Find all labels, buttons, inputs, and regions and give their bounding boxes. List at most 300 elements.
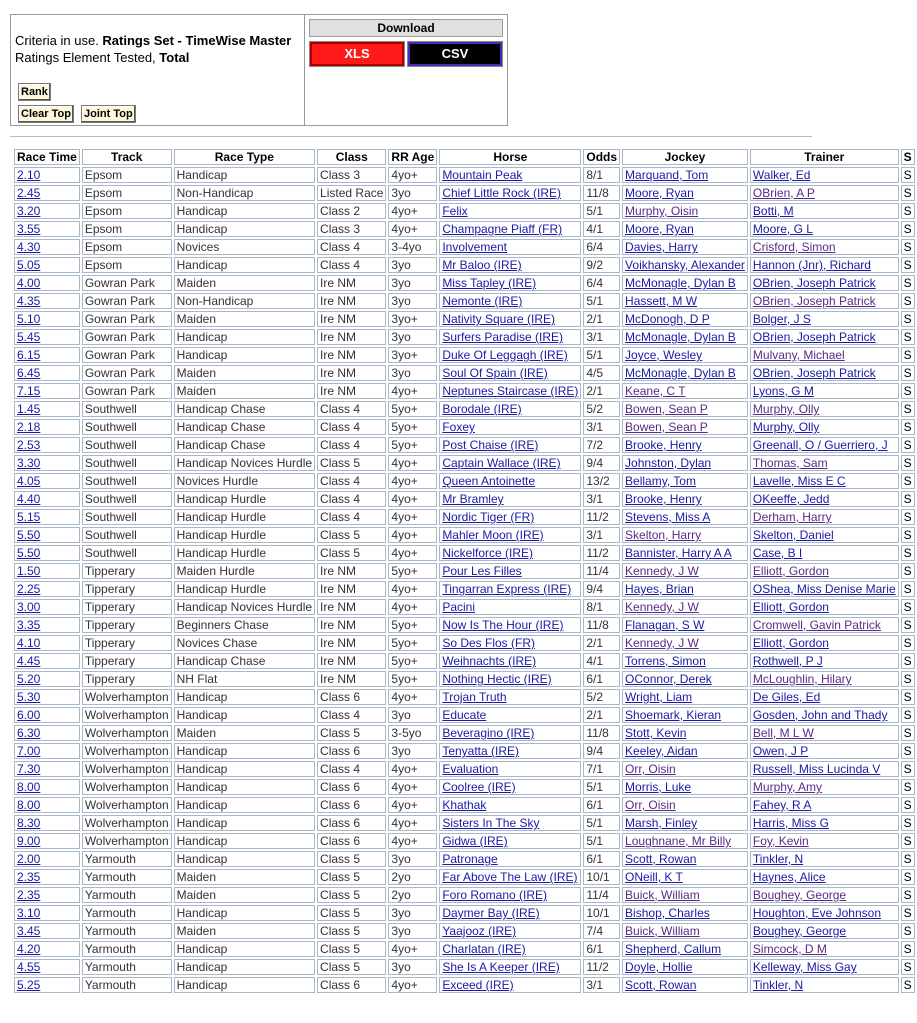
race-time-link[interactable]: 1.45 <box>17 402 41 416</box>
element-prefix: Ratings Element Tested, <box>15 50 160 65</box>
race-time-link[interactable]: 3.20 <box>17 204 41 218</box>
jockey-cell <box>622 941 748 957</box>
horse-link[interactable]: Mahler Moon (IRE) <box>442 528 544 542</box>
trainer-link[interactable]: Walker, Ed <box>752 168 811 182</box>
download-csv-button[interactable]: CSV <box>407 41 503 67</box>
jockey-link[interactable]: Orr, Oisin <box>625 762 676 776</box>
trainer-link[interactable]: Elliott, Gordon <box>752 600 829 614</box>
jockey-link[interactable]: Scott, Rowan <box>625 852 697 866</box>
horse-link[interactable]: Foxey <box>442 420 475 434</box>
jockey-link[interactable]: Shepherd, Callum <box>625 942 722 956</box>
jockey-link[interactable]: OConnor, Derek <box>625 672 712 686</box>
trainer-link[interactable]: Owen, J P <box>752 744 809 758</box>
jockey-link[interactable]: Moore, Ryan <box>625 186 694 200</box>
header-track[interactable]: Track <box>82 149 172 165</box>
race-time-link[interactable]: 3.45 <box>17 924 41 938</box>
jockey-link[interactable]: Skelton, Harry <box>625 528 702 542</box>
trainer-link[interactable]: Moore, G L <box>752 222 813 236</box>
jockey-link[interactable]: Loughnane, Mr Billy <box>625 834 732 848</box>
race-time-link[interactable]: 4.30 <box>17 240 41 254</box>
race-time-link[interactable]: 7.15 <box>17 384 41 398</box>
odds-cell: 6/1 <box>583 797 620 813</box>
horse-link[interactable]: Nativity Square (IRE) <box>442 312 556 326</box>
horse-link[interactable]: Mountain Peak <box>442 168 523 182</box>
trainer-link[interactable]: Murphy, Olly <box>752 402 820 416</box>
race-time-link[interactable]: 2.45 <box>17 186 41 200</box>
jockey-link[interactable]: Bellamy, Tom <box>625 474 696 488</box>
jockey-link[interactable]: Brooke, Henry <box>625 438 702 452</box>
extra-cell: S <box>901 797 915 813</box>
trainer-cell <box>750 851 899 867</box>
horse-link[interactable]: Champagne Piaff (FR) <box>442 222 563 236</box>
track-cell: Yarmouth <box>82 869 172 885</box>
jockey-link[interactable]: Kennedy, J W <box>625 600 699 614</box>
trainer-cell <box>750 707 899 723</box>
race-time-link[interactable]: 3.55 <box>17 222 41 236</box>
horse-link[interactable]: Charlatan (IRE) <box>442 942 526 956</box>
jockey-cell <box>622 833 748 849</box>
race-time-link[interactable]: 2.35 <box>17 870 41 884</box>
trainer-link[interactable]: Mulvany, Michael <box>752 348 845 362</box>
joint-top-button[interactable]: Joint Top <box>81 105 136 123</box>
race-time-link[interactable]: 6.15 <box>17 348 41 362</box>
horse-link[interactable]: Nordic Tiger (FR) <box>442 510 535 524</box>
trainer-link[interactable]: OBrien, Joseph Patrick <box>752 276 876 290</box>
extra-cell: S <box>901 833 915 849</box>
table-row <box>14 239 915 255</box>
race-time-link[interactable]: 5.30 <box>17 690 41 704</box>
horse-link[interactable]: Foro Romano (IRE) <box>442 888 548 902</box>
jockey-link[interactable]: Scott, Rowan <box>625 978 697 992</box>
horse-cell <box>439 743 581 759</box>
jockey-link[interactable]: Voikhansky, Alexander <box>625 258 745 272</box>
jockey-link[interactable]: Brooke, Henry <box>625 492 702 506</box>
trainer-link[interactable]: OBrien, Joseph Patrick <box>752 330 876 344</box>
table-row <box>14 185 915 201</box>
extra-cell: S <box>901 365 915 381</box>
race-time-link[interactable]: 4.00 <box>17 276 41 290</box>
jockey-link[interactable]: Orr, Oisin <box>625 798 676 812</box>
race-time-cell <box>14 923 80 939</box>
jockey-cell <box>622 599 748 615</box>
horse-link[interactable]: Now Is The Hour (IRE) <box>442 618 564 632</box>
jockey-cell <box>622 869 748 885</box>
horse-link[interactable]: Mr Baloo (IRE) <box>442 258 522 272</box>
header-class[interactable]: Class <box>317 149 386 165</box>
race-time-link[interactable]: 5.50 <box>17 528 41 542</box>
jockey-link[interactable]: Flanagan, S W <box>625 618 705 632</box>
trainer-link[interactable]: Case, B I <box>752 546 803 560</box>
table-row <box>14 365 915 381</box>
download-xls-button[interactable]: XLS <box>309 41 405 67</box>
trainer-link[interactable]: Thomas, Sam <box>752 456 828 470</box>
trainer-link[interactable]: Lavelle, Miss E C <box>752 474 846 488</box>
jockey-cell <box>622 815 748 831</box>
race-time-link[interactable]: 2.10 <box>17 168 41 182</box>
race-time-link[interactable]: 5.15 <box>17 510 41 524</box>
race-time-cell <box>14 599 80 615</box>
trainer-cell <box>750 617 899 633</box>
jockey-link[interactable]: Buick, William <box>625 924 700 938</box>
race-type-cell: Handicap <box>174 203 315 219</box>
race-time-link[interactable]: 2.18 <box>17 420 41 434</box>
trainer-link[interactable]: Greenall, O / Guerriero, J <box>752 438 888 452</box>
horse-link[interactable]: She Is A Keeper (IRE) <box>442 960 560 974</box>
track-cell: Wolverhampton <box>82 743 172 759</box>
horse-link[interactable]: Weihnachts (IRE) <box>442 654 537 668</box>
horse-cell <box>439 797 581 813</box>
jockey-link[interactable]: Keane, C T <box>625 384 686 398</box>
horse-link[interactable]: Soul Of Spain (IRE) <box>442 366 548 380</box>
race-time-link[interactable]: 3.30 <box>17 456 41 470</box>
rr-age-cell: 2yo <box>388 869 437 885</box>
race-time-link[interactable]: 5.05 <box>17 258 41 272</box>
race-type-cell: Handicap Chase <box>174 401 315 417</box>
jockey-link[interactable]: Bishop, Charles <box>625 906 710 920</box>
trainer-link[interactable]: Lyons, G M <box>752 384 814 398</box>
race-time-link[interactable]: 3.00 <box>17 600 41 614</box>
trainer-link[interactable]: McLoughlin, Hilary <box>752 672 852 686</box>
race-time-link[interactable]: 5.25 <box>17 978 41 992</box>
extra-cell: S <box>901 239 915 255</box>
jockey-cell <box>622 635 748 651</box>
trainer-cell <box>750 491 899 507</box>
rr-age-cell: 2yo <box>388 887 437 903</box>
race-time-link[interactable]: 5.50 <box>17 546 41 560</box>
race-time-link[interactable]: 8.00 <box>17 798 41 812</box>
odds-cell: 9/4 <box>583 455 620 471</box>
odds-cell: 3/1 <box>583 419 620 435</box>
race-time-link[interactable]: 4.55 <box>17 960 41 974</box>
header-odds[interactable]: Odds <box>583 149 620 165</box>
jockey-link[interactable]: Wright, Liam <box>625 690 693 704</box>
horse-cell <box>439 725 581 741</box>
trainer-link[interactable]: Murphy, Olly <box>752 420 820 434</box>
race-time-cell <box>14 635 80 651</box>
trainer-link[interactable]: Boughey, George <box>752 924 847 938</box>
trainer-link[interactable]: Rothwell, P J <box>752 654 823 668</box>
horse-link[interactable]: Patronage <box>442 852 498 866</box>
jockey-link[interactable]: McMonagle, Dylan B <box>625 330 736 344</box>
race-time-link[interactable]: 1.50 <box>17 564 41 578</box>
jockey-link[interactable]: ONeill, K T <box>625 870 683 884</box>
race-time-cell <box>14 581 80 597</box>
trainer-link[interactable]: Bell, M L W <box>752 726 814 740</box>
jockey-link[interactable]: Torrens, Simon <box>625 654 706 668</box>
class-cell: Class 5 <box>317 887 386 903</box>
trainer-link[interactable]: Boughey, George <box>752 888 847 902</box>
horse-cell <box>439 275 581 291</box>
race-time-link[interactable]: 9.00 <box>17 834 41 848</box>
jockey-cell <box>622 887 748 903</box>
extra-cell: S <box>901 275 915 291</box>
trainer-link[interactable]: Fahey, R A <box>752 798 812 812</box>
trainer-cell <box>750 257 899 273</box>
class-cell: Class 4 <box>317 257 386 273</box>
horse-cell <box>439 509 581 525</box>
jockey-link[interactable]: Hayes, Brian <box>625 582 694 596</box>
clear-top-button[interactable]: Clear Top <box>18 105 74 123</box>
horse-link[interactable]: Duke Of Leggagh (IRE) <box>442 348 568 362</box>
track-cell: Epsom <box>82 221 172 237</box>
horse-link[interactable]: Trojan Truth <box>442 690 507 704</box>
horse-link[interactable]: Evaluation <box>442 762 499 776</box>
rr-age-cell: 5yo+ <box>388 563 437 579</box>
trainer-link[interactable]: Murphy, Amy <box>752 780 823 794</box>
extra-cell: S <box>901 635 915 651</box>
race-time-link[interactable]: 6.00 <box>17 708 41 722</box>
race-time-link[interactable]: 3.10 <box>17 906 41 920</box>
trainer-link[interactable]: Tinkler, N <box>752 978 804 992</box>
jockey-link[interactable]: McMonagle, Dylan B <box>625 366 736 380</box>
jockey-link[interactable]: Joyce, Wesley <box>625 348 703 362</box>
header-horse[interactable]: Horse <box>439 149 581 165</box>
horse-link[interactable]: Chief Little Rock (IRE) <box>442 186 562 200</box>
race-time-link[interactable]: 7.00 <box>17 744 41 758</box>
horse-link[interactable]: Exceed (IRE) <box>442 978 514 992</box>
trainer-link[interactable]: OKeeffe, Jedd <box>752 492 830 506</box>
horse-link[interactable]: Involvement <box>442 240 508 254</box>
horse-cell <box>439 689 581 705</box>
horse-link[interactable]: Far Above The Law (IRE) <box>442 870 578 884</box>
header-trainer[interactable]: Trainer <box>750 149 899 165</box>
trainer-link[interactable]: OShea, Miss Denise Marie <box>752 582 896 596</box>
horse-link[interactable]: So Des Flos (FR) <box>442 636 535 650</box>
trainer-cell <box>750 725 899 741</box>
trainer-link[interactable]: Cromwell, Gavin Patrick <box>752 618 881 632</box>
horse-link[interactable]: Sisters In The Sky <box>442 816 540 830</box>
extra-cell: S <box>901 203 915 219</box>
horse-link[interactable]: Surfers Paradise (IRE) <box>442 330 564 344</box>
horse-link[interactable]: Pacini <box>442 600 475 614</box>
trainer-link[interactable]: Harris, Miss G <box>752 816 829 830</box>
race-time-link[interactable]: 7.30 <box>17 762 41 776</box>
race-time-link[interactable]: 5.10 <box>17 312 41 326</box>
jockey-link[interactable]: Buick, William <box>625 888 700 902</box>
track-cell: Gowran Park <box>82 275 172 291</box>
race-type-cell: Handicap <box>174 941 315 957</box>
jockey-link[interactable]: Bowen, Sean P <box>625 420 708 434</box>
horse-link[interactable]: Pour Les Filles <box>442 564 522 578</box>
class-cell: Class 6 <box>317 977 386 993</box>
jockey-link[interactable]: Keeley, Aidan <box>625 744 698 758</box>
race-time-link[interactable]: 2.00 <box>17 852 41 866</box>
track-cell: Southwell <box>82 455 172 471</box>
horse-link[interactable]: Tenyatta (IRE) <box>442 744 520 758</box>
table-row <box>14 599 915 615</box>
trainer-link[interactable]: OBrien, Joseph Patrick <box>752 294 876 308</box>
horse-link[interactable]: Daymer Bay (IRE) <box>442 906 540 920</box>
trainer-link[interactable]: Bolger, J S <box>752 312 811 326</box>
jockey-link[interactable]: Shoemark, Kieran <box>625 708 722 722</box>
trainer-link[interactable]: Simcock, D M <box>752 942 827 956</box>
race-type-cell: Handicap <box>174 977 315 993</box>
race-time-cell <box>14 527 80 543</box>
race-time-link[interactable]: 4.20 <box>17 942 41 956</box>
trainer-link[interactable]: Elliott, Gordon <box>752 636 829 650</box>
table-row <box>14 617 915 633</box>
trainer-link[interactable]: Gosden, John and Thady <box>752 708 888 722</box>
odds-cell: 2/1 <box>583 383 620 399</box>
jockey-link[interactable]: Marquand, Tom <box>625 168 709 182</box>
race-time-link[interactable]: 2.53 <box>17 438 41 452</box>
race-time-cell <box>14 203 80 219</box>
criteria-prefix: Criteria in use. <box>15 33 103 48</box>
race-time-cell <box>14 545 80 561</box>
jockey-link[interactable]: Stott, Kevin <box>625 726 687 740</box>
race-time-cell <box>14 491 80 507</box>
track-cell: Wolverhampton <box>82 833 172 849</box>
trainer-cell <box>750 905 899 921</box>
trainer-link[interactable]: Hannon (Jnr), Richard <box>752 258 871 272</box>
jockey-cell <box>622 779 748 795</box>
rank-button[interactable]: Rank <box>18 83 51 101</box>
trainer-link[interactable]: Elliott, Gordon <box>752 564 829 578</box>
track-cell: Tipperary <box>82 581 172 597</box>
trainer-link[interactable]: Russell, Miss Lucinda V <box>752 762 881 776</box>
horse-link[interactable]: Tingarran Express (IRE) <box>442 582 572 596</box>
table-row <box>14 797 915 813</box>
horse-link[interactable]: Nothing Hectic (IRE) <box>442 672 552 686</box>
jockey-cell <box>622 743 748 759</box>
trainer-link[interactable]: Houghton, Eve Johnson <box>752 906 881 920</box>
race-time-link[interactable]: 4.40 <box>17 492 41 506</box>
jockey-cell <box>622 167 748 183</box>
jockey-link[interactable]: Murphy, Oisin <box>625 204 699 218</box>
horse-link[interactable]: Borodale (IRE) <box>442 402 522 416</box>
header-rr-age[interactable]: RR Age <box>388 149 437 165</box>
jockey-cell <box>622 455 748 471</box>
race-time-link[interactable]: 2.25 <box>17 582 41 596</box>
trainer-link[interactable]: Kelleway, Miss Gay <box>752 960 857 974</box>
class-cell: Ire NM <box>317 581 386 597</box>
trainer-link[interactable]: De Giles, Ed <box>752 690 821 704</box>
race-time-link[interactable]: 4.05 <box>17 474 41 488</box>
horse-link[interactable]: Yaajooz (IRE) <box>442 924 517 938</box>
horse-link[interactable]: Felix <box>442 204 468 218</box>
jockey-link[interactable]: McMonagle, Dylan B <box>625 276 736 290</box>
header-race-type[interactable]: Race Type <box>174 149 315 165</box>
race-time-link[interactable]: 2.35 <box>17 888 41 902</box>
jockey-link[interactable]: Marsh, Finley <box>625 816 698 830</box>
race-type-cell: Handicap <box>174 833 315 849</box>
odds-cell: 5/1 <box>583 833 620 849</box>
horse-link[interactable]: Captain Wallace (IRE) <box>442 456 561 470</box>
horse-link[interactable]: Educate <box>442 708 487 722</box>
race-time-link[interactable]: 8.00 <box>17 780 41 794</box>
jockey-link[interactable]: Stevens, Miss A <box>625 510 711 524</box>
trainer-cell <box>750 473 899 489</box>
jockey-link[interactable]: Davies, Harry <box>625 240 698 254</box>
trainer-link[interactable]: Haynes, Alice <box>752 870 826 884</box>
trainer-link[interactable]: OBrien, Joseph Patrick <box>752 366 876 380</box>
trainer-cell <box>750 923 899 939</box>
table-row <box>14 635 915 651</box>
race-time-link[interactable]: 4.10 <box>17 636 41 650</box>
jockey-link[interactable]: McDonogh, D P <box>625 312 710 326</box>
trainer-link[interactable]: Crisford, Simon <box>752 240 836 254</box>
rr-age-cell: 4yo+ <box>388 491 437 507</box>
race-time-link[interactable]: 3.35 <box>17 618 41 632</box>
rr-age-cell: 4yo+ <box>388 203 437 219</box>
header-race-time[interactable]: Race Time <box>14 149 80 165</box>
horse-cell <box>439 599 581 615</box>
race-time-link[interactable]: 6.30 <box>17 726 41 740</box>
track-cell: Southwell <box>82 437 172 453</box>
horse-cell <box>439 905 581 921</box>
jockey-link[interactable]: Bannister, Harry A A <box>625 546 732 560</box>
jockey-link[interactable]: Bowen, Sean P <box>625 402 708 416</box>
horse-link[interactable]: Beveragino (IRE) <box>442 726 535 740</box>
track-cell: Wolverhampton <box>82 797 172 813</box>
ratings-element-value: Total <box>159 50 190 65</box>
jockey-link[interactable]: Hassett, M W <box>625 294 698 308</box>
horse-link[interactable]: Coolree (IRE) <box>442 780 516 794</box>
trainer-link[interactable]: Tinkler, N <box>752 852 804 866</box>
horse-link[interactable]: Queen Antoinette <box>442 474 536 488</box>
horse-link[interactable]: Nemonte (IRE) <box>442 294 523 308</box>
jockey-link[interactable]: Johnston, Dylan <box>625 456 712 470</box>
horse-link[interactable]: Post Chaise (IRE) <box>442 438 539 452</box>
trainer-cell <box>750 347 899 363</box>
race-type-cell: Handicap <box>174 743 315 759</box>
race-time-link[interactable]: 5.45 <box>17 330 41 344</box>
extra-cell: S <box>901 347 915 363</box>
horse-link[interactable]: Gidwa (IRE) <box>442 834 508 848</box>
race-time-cell <box>14 959 80 975</box>
horse-link[interactable]: Khathak <box>442 798 487 812</box>
extra-cell: S <box>901 599 915 615</box>
horse-link[interactable]: Mr Bramley <box>442 492 504 506</box>
header-extra[interactable]: S <box>901 149 915 165</box>
extra-cell: S <box>901 905 915 921</box>
trainer-cell <box>750 743 899 759</box>
race-time-link[interactable]: 5.20 <box>17 672 41 686</box>
jockey-link[interactable]: Kennedy, J W <box>625 564 699 578</box>
extra-cell: S <box>901 725 915 741</box>
horse-link[interactable]: Nickelforce (IRE) <box>442 546 533 560</box>
ratings-set-value: Ratings Set - TimeWise Master <box>102 33 292 48</box>
odds-cell: 5/1 <box>583 815 620 831</box>
rr-age-cell: 4yo+ <box>388 221 437 237</box>
race-type-cell: Handicap <box>174 707 315 723</box>
trainer-link[interactable]: Foy, Kevin <box>752 834 809 848</box>
table-row <box>14 977 915 993</box>
horse-link[interactable]: Miss Tapley (IRE) <box>442 276 537 290</box>
trainer-cell <box>750 329 899 345</box>
race-time-link[interactable]: 6.45 <box>17 366 41 380</box>
jockey-link[interactable]: Morris, Luke <box>625 780 692 794</box>
trainer-link[interactable]: Skelton, Daniel <box>752 528 834 542</box>
race-time-link[interactable]: 8.30 <box>17 816 41 830</box>
trainer-link[interactable]: Derham, Harry <box>752 510 832 524</box>
jockey-link[interactable]: Doyle, Hollie <box>625 960 693 974</box>
trainer-link[interactable]: Botti, M <box>752 204 794 218</box>
jockey-cell <box>622 959 748 975</box>
rr-age-cell: 3yo <box>388 275 437 291</box>
race-time-link[interactable]: 4.45 <box>17 654 41 668</box>
jockey-link[interactable]: Kennedy, J W <box>625 636 699 650</box>
header-jockey[interactable]: Jockey <box>622 149 748 165</box>
horse-link[interactable]: Neptunes Staircase (IRE) <box>442 384 579 398</box>
race-type-cell: Maiden <box>174 923 315 939</box>
jockey-link[interactable]: Moore, Ryan <box>625 222 694 236</box>
race-type-cell: Maiden <box>174 725 315 741</box>
track-cell: Wolverhampton <box>82 707 172 723</box>
trainer-link[interactable]: OBrien, A P <box>752 186 815 200</box>
race-time-cell <box>14 239 80 255</box>
race-time-link[interactable]: 4.35 <box>17 294 41 308</box>
